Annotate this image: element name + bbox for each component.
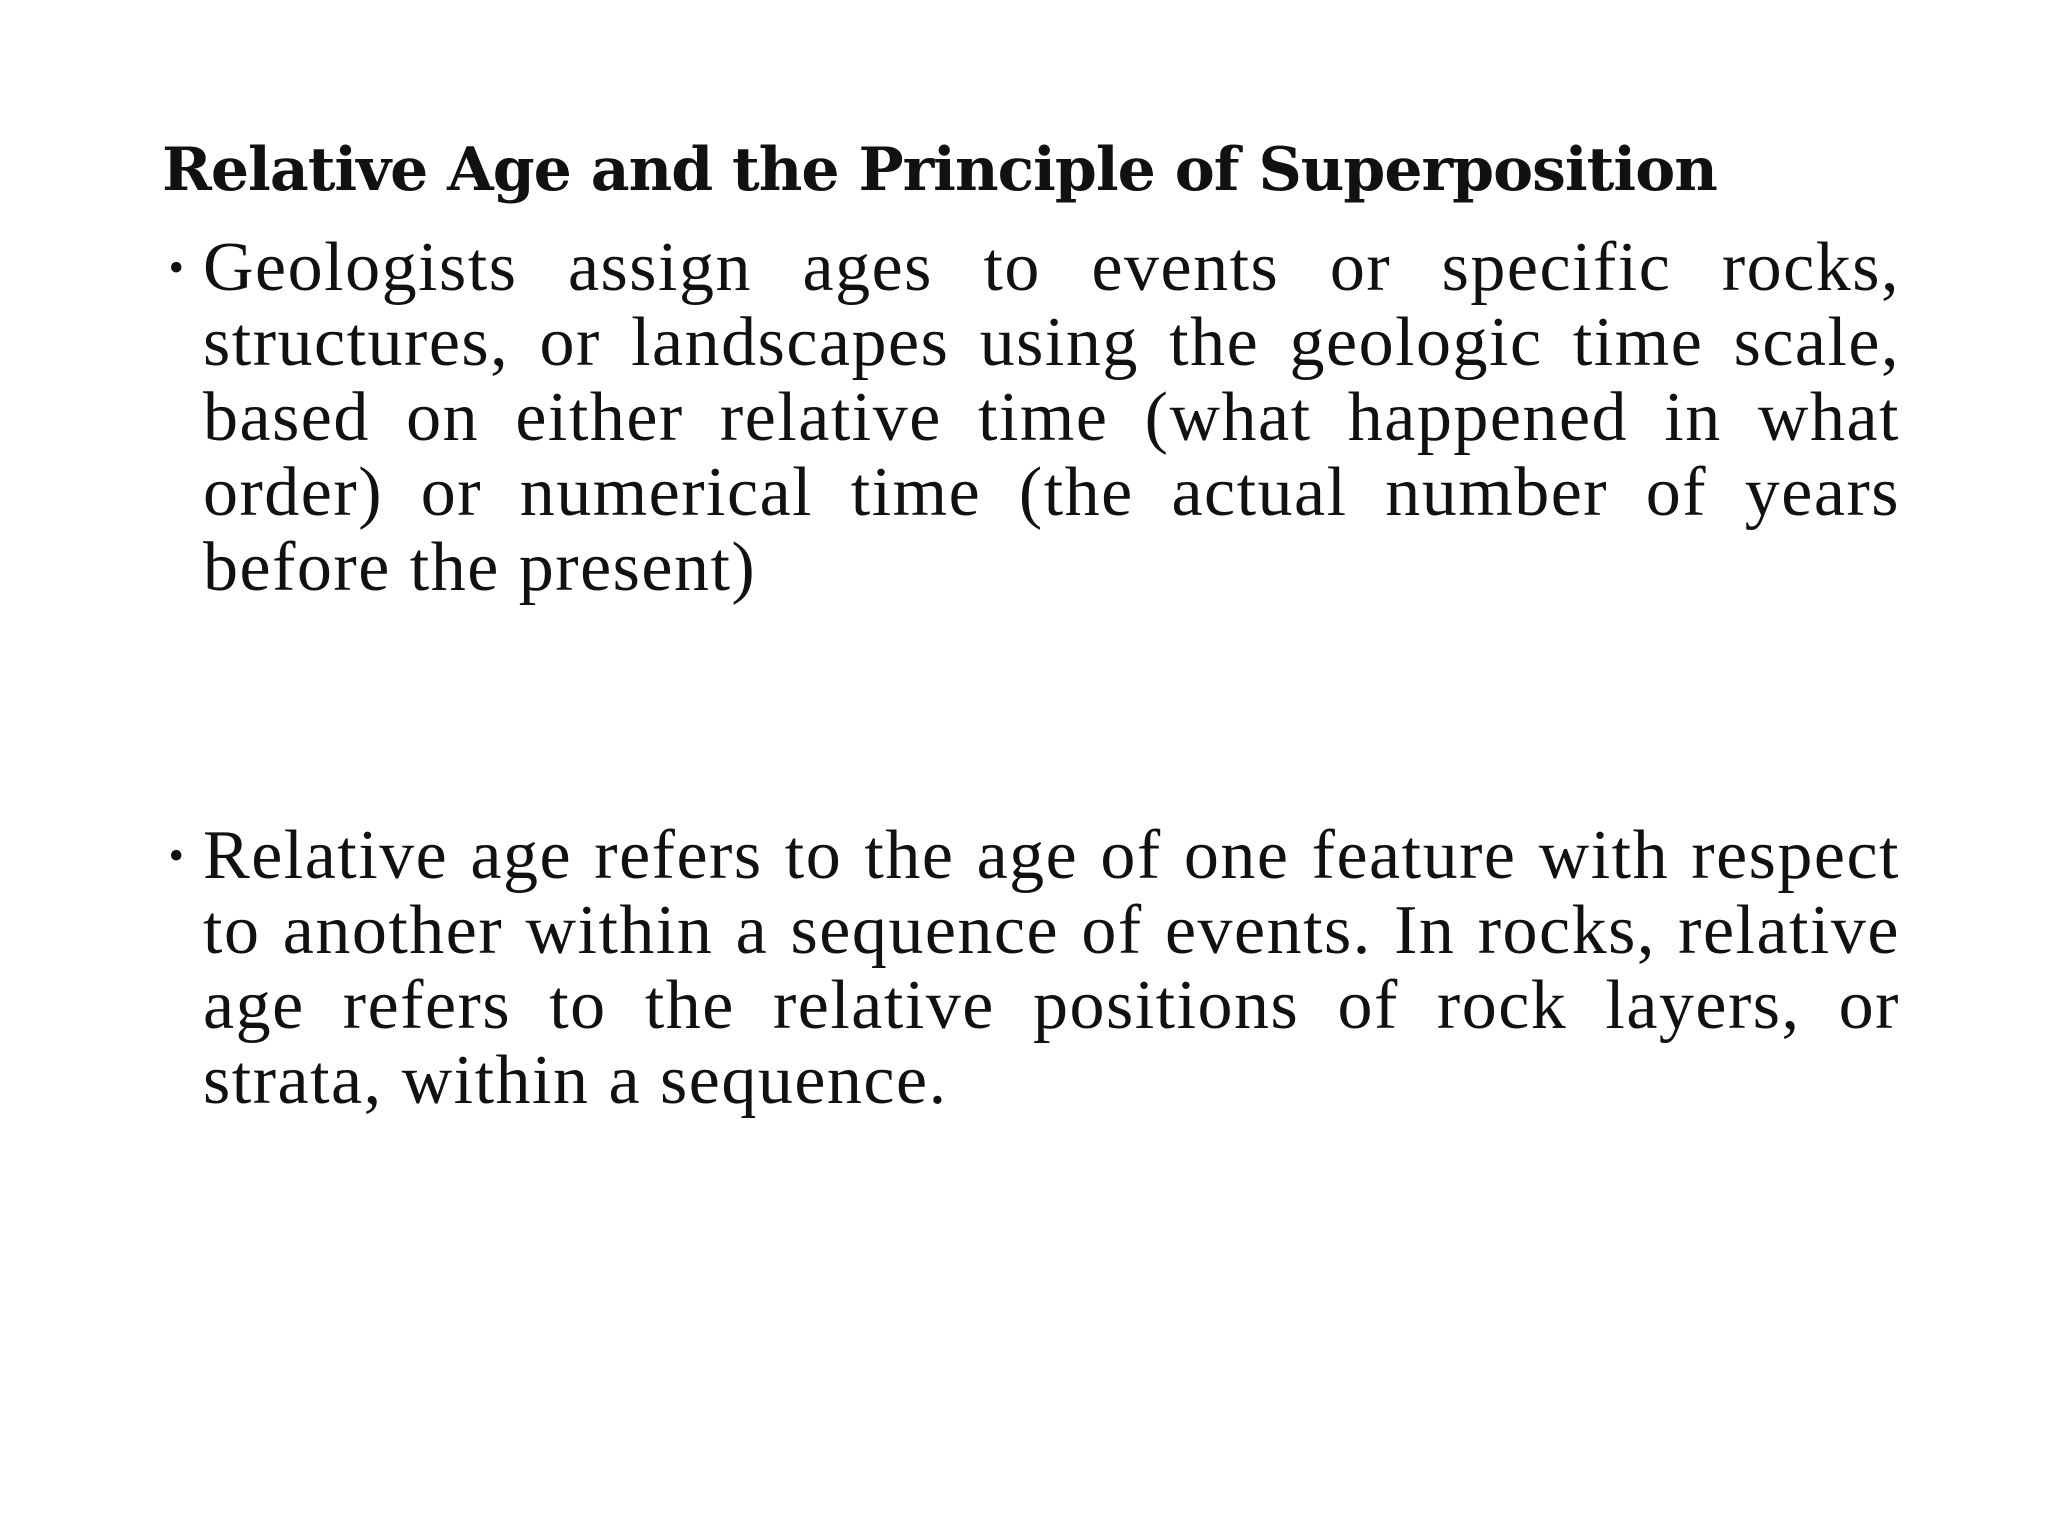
bullet-item-geologic-time (162, 230, 1900, 605)
bullet-marker-icon: • (168, 243, 186, 292)
bullet-item-relative-age (162, 818, 1900, 1118)
bullet-text: Geologists assign ages to events or specific rocks, structures, or landscapes using the geologic time scale, based on either relative time (what happened in what order) or numerical time (the actual number of years before the present) (203, 229, 1900, 606)
slide-title: Relative Age and the Principle of Superposition (162, 135, 1717, 205)
bullet-marker-icon: • (168, 831, 186, 880)
bullet-list-top (162, 230, 1900, 605)
bullet-list-bottom (162, 818, 1900, 1118)
bullet-text: Relative age refers to the age of one feature with respect to another within a sequence of events. In rocks, relative age refers to the relative positions of rock layers, or strata, within a sequence. (203, 817, 1900, 1119)
